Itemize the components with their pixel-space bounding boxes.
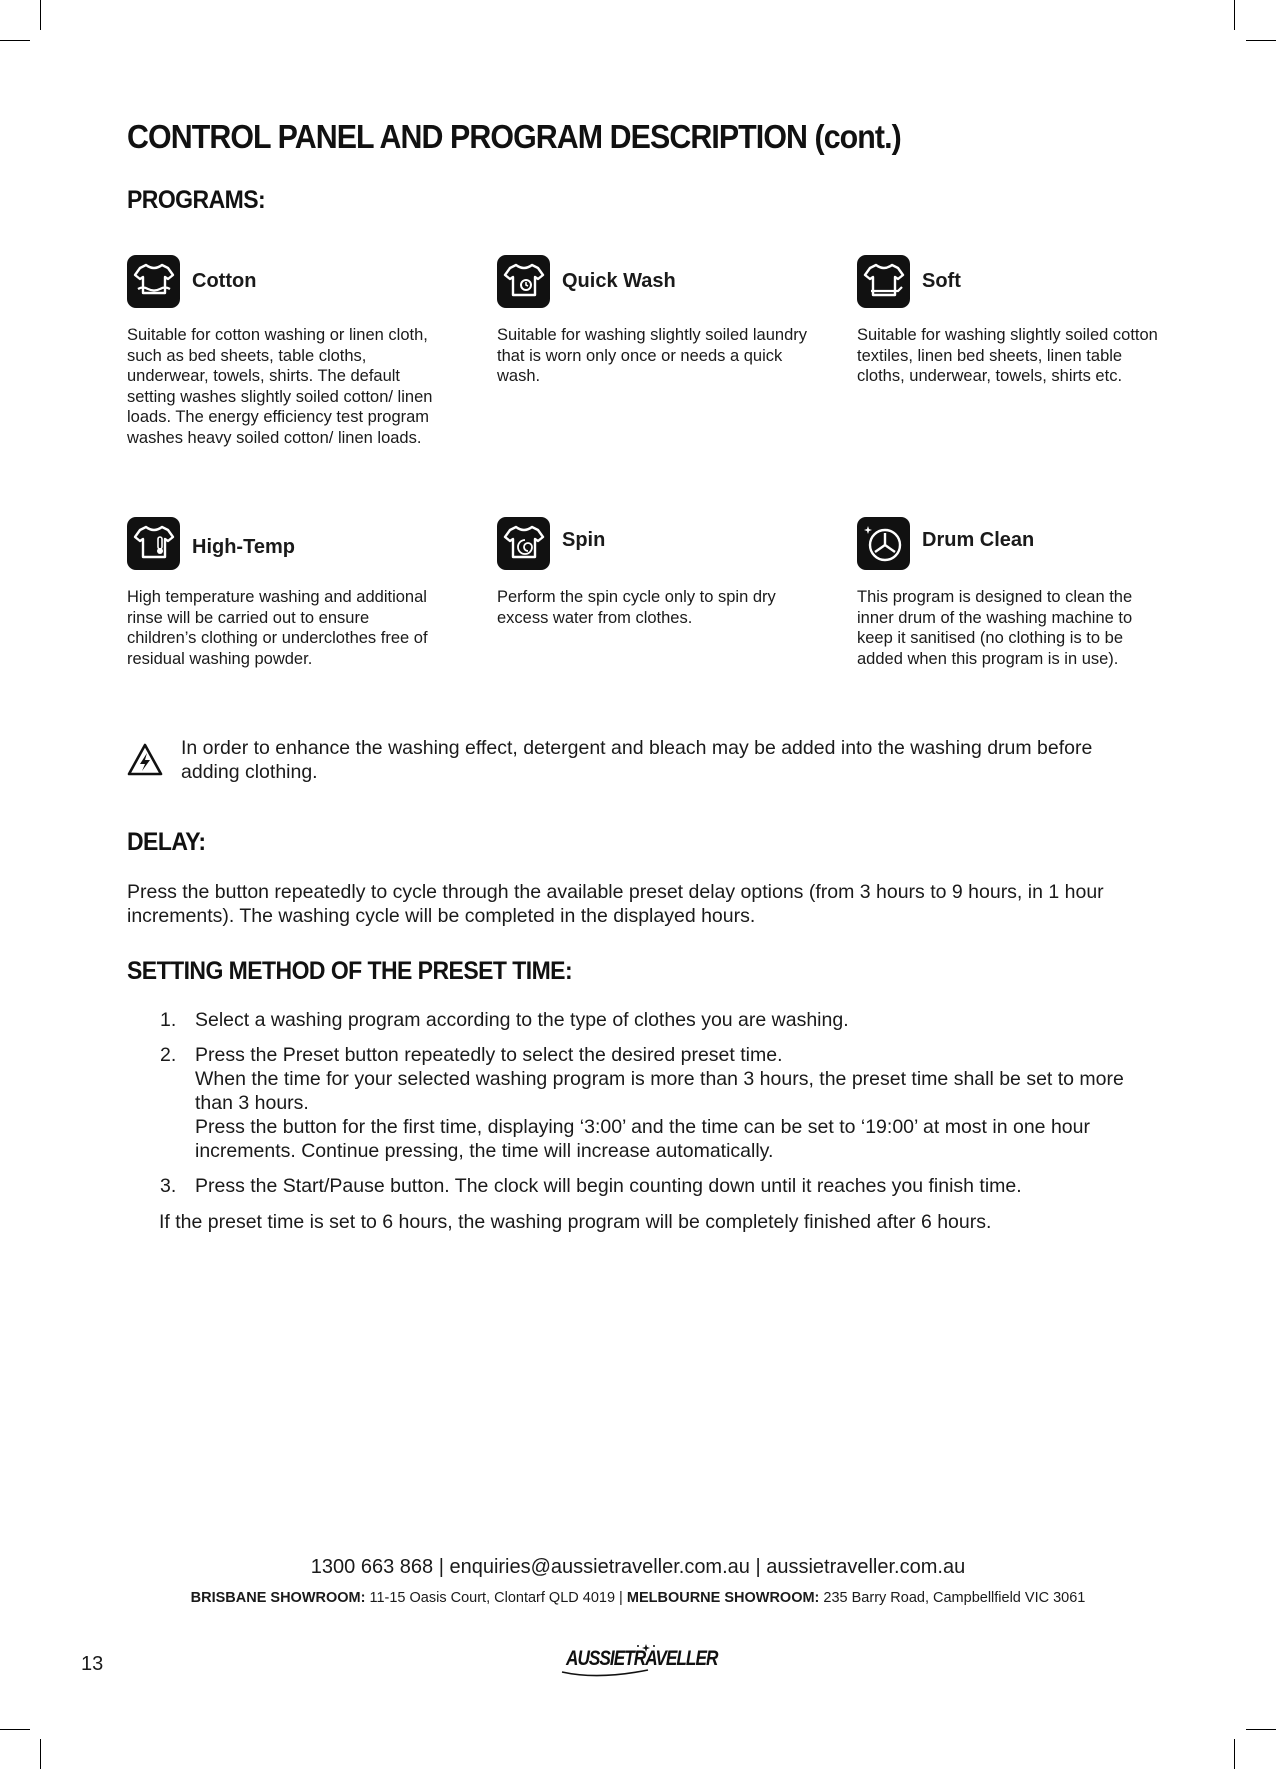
warning-note xyxy=(127,736,1147,784)
crop-mark xyxy=(1246,40,1276,41)
footer-address xyxy=(0,1590,1276,1606)
tshirt-soft-icon xyxy=(857,255,910,308)
crop-mark xyxy=(1234,1739,1235,1769)
melbourne-address: 235 Barry Road, Campbellfield VIC 3061 xyxy=(819,1590,1086,1606)
program-name: High-Temp xyxy=(192,535,295,558)
program-high-temp xyxy=(127,516,437,669)
tshirt-spin-icon xyxy=(497,517,550,570)
brisbane-label: BRISBANE SHOWROOM: xyxy=(190,1590,366,1606)
step-text: Press the button for the first time, displaying ‘3:00’ and the time can be set to ‘19:00’ at most in one hour increments. Continue pressing, the time will increase automatically. xyxy=(195,1116,1090,1162)
crop-mark xyxy=(1234,0,1235,30)
page-number: 13 xyxy=(81,1653,104,1675)
program-description: Suitable for cotton washing or linen cloth, such as bed sheets, table cloths, underwear, towels, shirts. The default setting washes slightly soiled cotton/ linen loads. The energy efficiency test program washes heavy soiled cotton/ linen loads. xyxy=(127,326,433,447)
preset-note: If the preset time is set to 6 hours, the washing program will be completely finished after 6 hours. xyxy=(159,1211,992,1233)
program-drum-clean xyxy=(857,516,1167,669)
programs-heading: PROGRAMS: xyxy=(127,186,266,214)
footer-contact: 1300 663 868 | enquiries@aussietraveller.com.au | aussietraveller.com.au xyxy=(310,1556,966,1578)
crop-mark xyxy=(1246,1729,1276,1730)
brisbane-address: 11-15 Oasis Court, Clontarf QLD 4019 | xyxy=(365,1590,627,1606)
program-description: Suitable for washing slightly soiled cotton textiles, linen bed sheets, linen table cloths, underwear, towels, shirts etc. xyxy=(857,326,1158,385)
warning-text: In order to enhance the washing effect, detergent and bleach may be added into the washing drum before adding clothing. xyxy=(181,737,1093,783)
list-item xyxy=(160,1043,1150,1163)
program-name: Spin xyxy=(562,528,606,551)
warning-triangle-icon xyxy=(127,742,163,778)
step-text: Select a washing program according to the type of clothes you are washing. xyxy=(195,1009,849,1031)
preset-heading: SETTING METHOD OF THE PRESET TIME: xyxy=(127,957,573,985)
program-spin xyxy=(497,516,807,628)
tshirt-quick-wash-icon xyxy=(497,255,550,308)
crop-mark xyxy=(0,40,30,41)
crop-mark xyxy=(0,1729,30,1730)
tshirt-thermometer-icon xyxy=(127,517,180,570)
program-quick-wash xyxy=(497,254,807,387)
page-title: CONTROL PANEL AND PROGRAM DESCRIPTION (cont.) xyxy=(127,118,901,155)
drum-clean-icon xyxy=(857,517,910,570)
tshirt-cotton-icon xyxy=(127,255,180,308)
program-description: Suitable for washing slightly soiled laundry that is worn only once or needs a quick wash. xyxy=(497,326,808,385)
preset-steps xyxy=(160,1008,1150,1209)
logo-text: AUSSIETRAVELLER xyxy=(566,1647,718,1670)
aussie-traveller-logo xyxy=(558,1640,718,1680)
program-name: Drum Clean xyxy=(922,528,1035,551)
step-text: Press the Preset button repeatedly to select the desired preset time. xyxy=(195,1044,783,1066)
step-number: 1. xyxy=(160,1009,177,1031)
delay-text: Press the button repeatedly to cycle through the available preset delay options (from 3 hours to 9 hours, in 1 hour increments). The washing cycle will be completed in the displayed hours. xyxy=(127,881,1104,927)
program-description: This program is designed to clean the inner drum of the washing machine to keep it sanitised (no clothing is to be added when this program is in use). xyxy=(857,588,1133,668)
program-name: Quick Wash xyxy=(562,269,676,292)
crop-mark xyxy=(40,0,41,30)
delay-heading: DELAY: xyxy=(127,828,206,856)
program-name: Soft xyxy=(922,269,961,292)
program-description: High temperature washing and additional rinse will be carried out to ensure children’s clothing or underclothes free of residual washing powder. xyxy=(127,588,428,668)
program-description: Perform the spin cycle only to spin dry excess water from clothes. xyxy=(497,588,776,627)
list-item xyxy=(160,1008,1150,1032)
list-item xyxy=(160,1174,1150,1198)
step-number: 2. xyxy=(160,1044,177,1066)
step-text: When the time for your selected washing program is more than 3 hours, the preset time shall be set to more than 3 hours. xyxy=(195,1068,1124,1114)
program-name: Cotton xyxy=(192,269,257,292)
step-number: 3. xyxy=(160,1175,177,1197)
crop-mark xyxy=(40,1739,41,1769)
melbourne-label: MELBOURNE SHOWROOM: xyxy=(626,1590,820,1606)
step-text: Press the Start/Pause button. The clock will begin counting down until it reaches you finish time. xyxy=(195,1175,1022,1197)
program-soft xyxy=(857,254,1167,387)
program-cotton xyxy=(127,254,437,448)
